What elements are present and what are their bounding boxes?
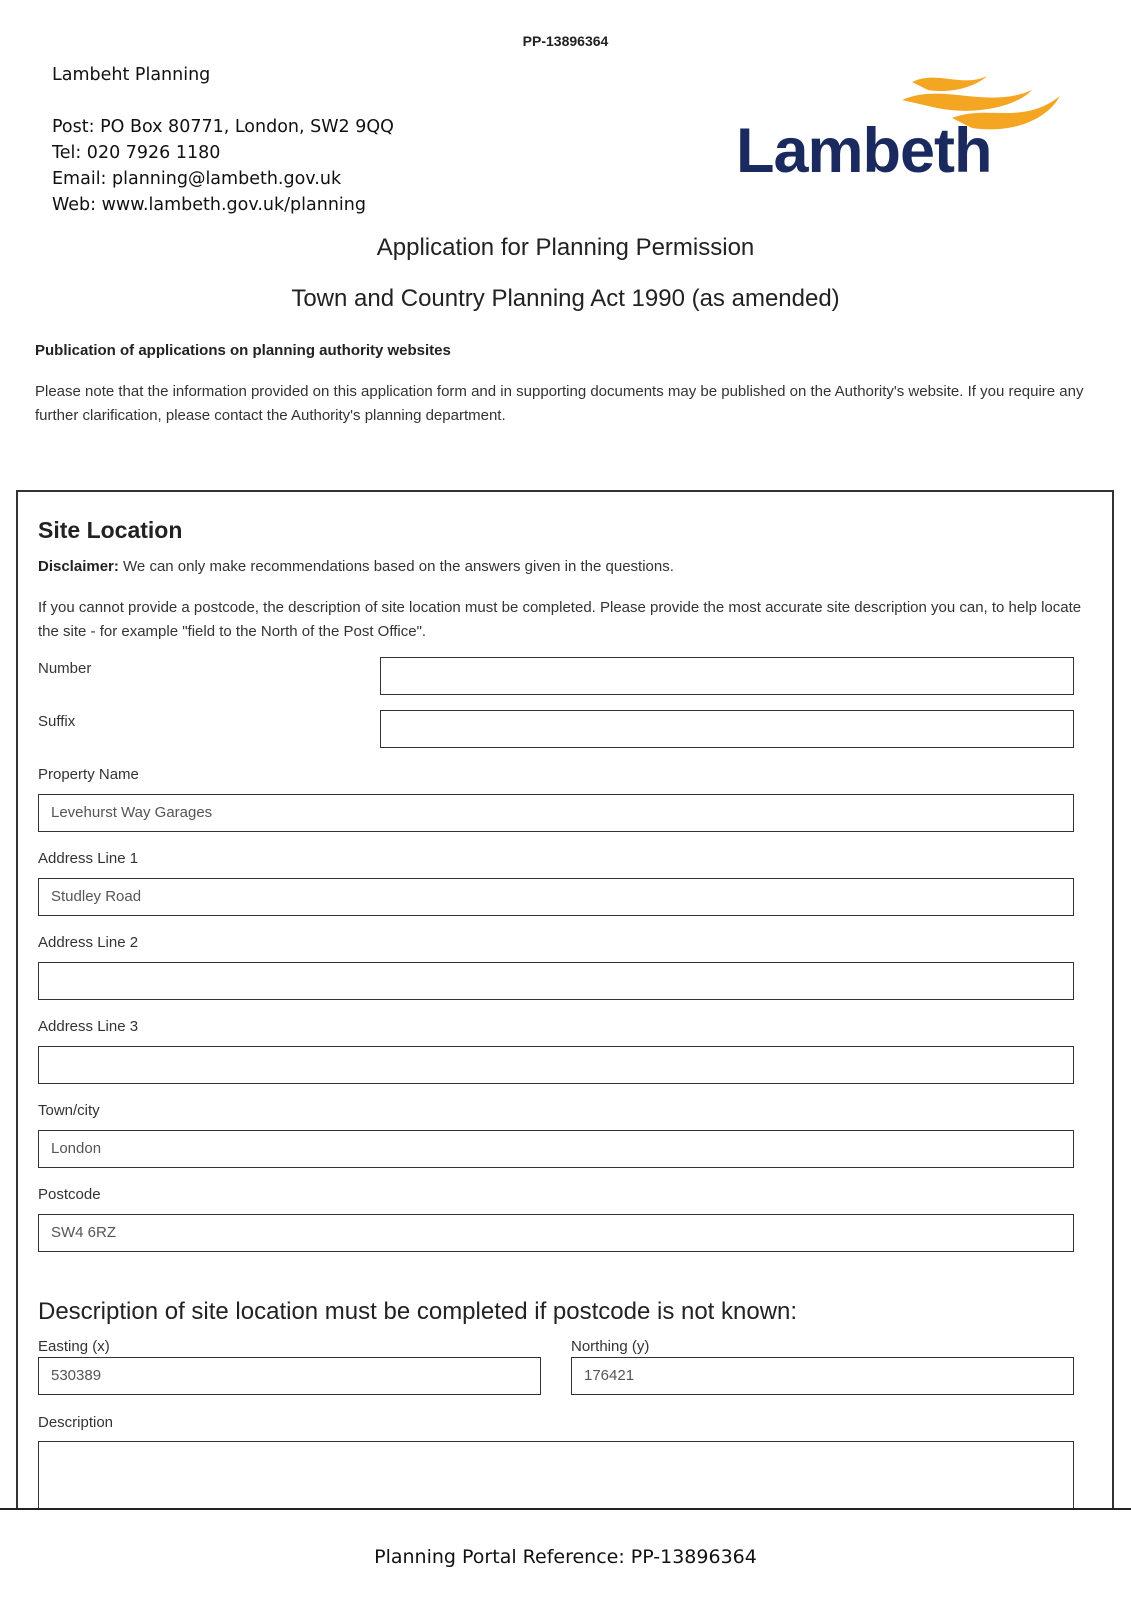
description-heading: Description of site location must be completed if postcode is not known: — [38, 1298, 798, 1325]
publication-heading: Publication of applications on planning authority websites — [35, 342, 451, 359]
section-title: Site Location — [38, 517, 183, 543]
easting-label: Easting (x) — [38, 1338, 110, 1355]
contact-block — [52, 62, 394, 218]
northing-input[interactable]: 176421 — [571, 1357, 1074, 1395]
address-line-1-input[interactable]: Studley Road — [38, 878, 1074, 916]
site-location-panel — [16, 490, 1114, 1510]
logo-wordmark: Lambeth — [736, 116, 992, 186]
disclaimer — [38, 558, 674, 575]
footer-divider — [0, 1508, 1131, 1510]
footer-reference: Planning Portal Reference: PP-13896364 — [374, 1546, 757, 1568]
reference-number: PP-13896364 — [522, 33, 609, 49]
contact-email: Email: planning@lambeth.gov.uk — [52, 169, 342, 189]
description-textarea[interactable] — [38, 1441, 1074, 1510]
address-line-1-label: Address Line 1 — [38, 850, 139, 867]
town-input[interactable]: London — [38, 1130, 1074, 1168]
easting-input[interactable]: 530389 — [38, 1357, 541, 1395]
contact-web: Web: www.lambeth.gov.uk/planning — [52, 195, 366, 215]
postcode-input[interactable]: SW4 6RZ — [38, 1214, 1074, 1252]
suffix-label: Suffix — [38, 713, 76, 730]
property-name-input[interactable]: Levehurst Way Garages — [38, 794, 1074, 832]
form-title: Application for Planning Permission — [376, 234, 755, 261]
northing-label: Northing (y) — [571, 1338, 650, 1355]
postcode-label: Postcode — [38, 1186, 101, 1203]
description-label: Description — [38, 1414, 114, 1431]
address-line-3-input[interactable] — [38, 1046, 1074, 1084]
address-line-2-label: Address Line 2 — [38, 934, 139, 951]
number-label: Number — [38, 660, 92, 677]
contact-post: Post: PO Box 80771, London, SW2 9QQ — [52, 117, 394, 137]
address-line-2-input[interactable] — [38, 962, 1074, 1000]
property-name-label: Property Name — [38, 766, 139, 783]
contact-tel: Tel: 020 7926 1180 — [52, 143, 221, 163]
number-input[interactable] — [380, 657, 1074, 695]
disclaimer-text: We can only make recommendations based on the answers given in the questions. — [118, 558, 674, 575]
address-line-3-label: Address Line 3 — [38, 1018, 139, 1035]
town-label: Town/city — [38, 1102, 100, 1119]
act-title: Town and Country Planning Act 1990 (as amended) — [291, 285, 840, 312]
postcode-note: If you cannot provide a postcode, the description of site location must be completed. Please provide the most accurate site description you can, to help locate the site - for example "field to the North of the Post Office". — [38, 599, 1082, 640]
org-name: Lambeht Planning — [52, 65, 211, 85]
publication-text: Please note that the information provided on this application form and in supporting documents may be published on the Authority's website. If you require any further clarification, please contact the Authority's planning department. — [35, 383, 1084, 424]
suffix-input[interactable] — [380, 710, 1074, 748]
disclaimer-label: Disclaimer: — [38, 558, 119, 575]
lambeth-logo — [732, 68, 1062, 196]
